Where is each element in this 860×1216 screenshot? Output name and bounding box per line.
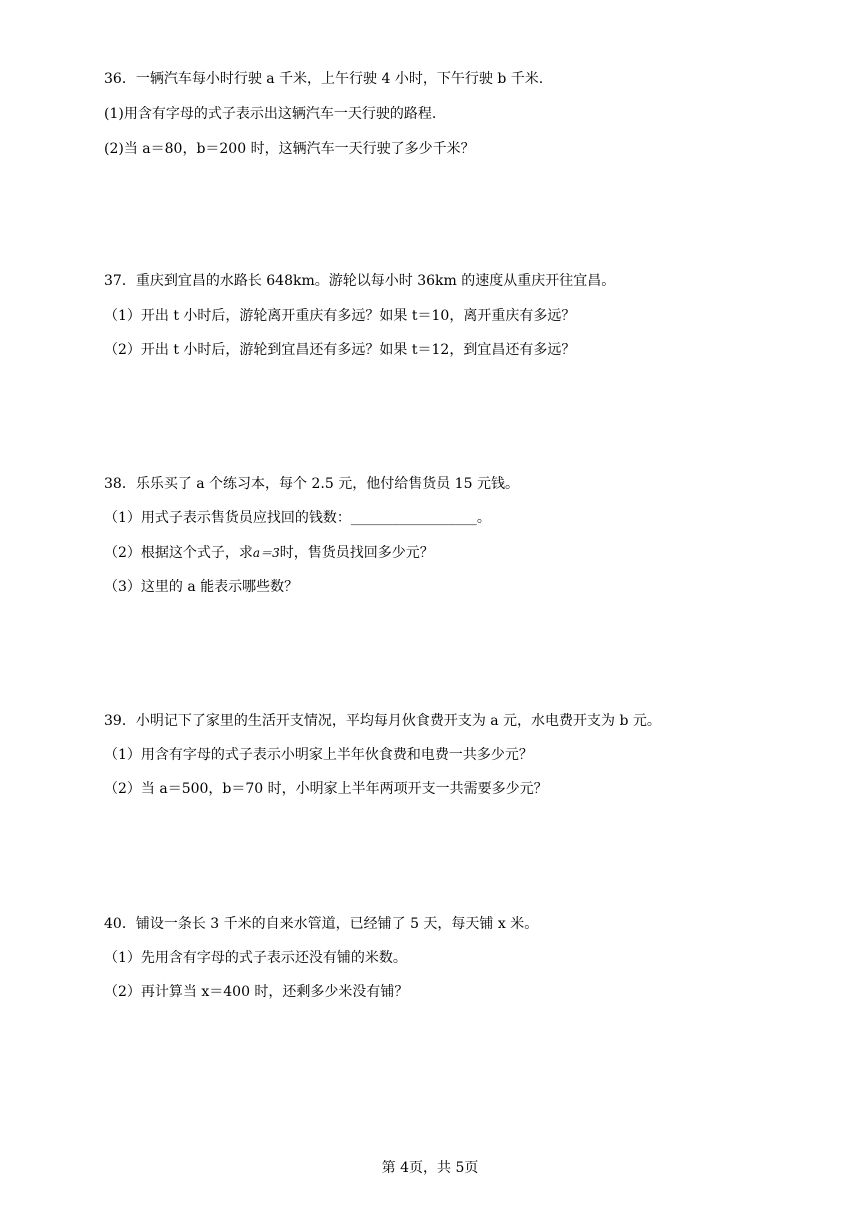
answer-blank[interactable]: __________________ [350,510,477,526]
page-footer: 第 4页，共 5页 [381,1160,479,1176]
question-36-part-2: (2)当 a＝80，b＝200 时，这辆汽车一天行驶了多少千米？ [104,141,475,157]
question-38-part-1 [104,508,491,528]
question-38-stem: 38．乐乐买了 a 个练习本，每个 2.5 元，他付给售货员 15 元钱。 [104,476,519,492]
question-36-part-1: (1)用含有字母的式子表示出这辆汽车一天行驶的路程. [104,106,437,122]
question-38-part-2-suffix: 时，售货员找回多少元？ [279,545,434,561]
question-39-part-2: （2）当 a＝500，b＝70 时，小明家上半年两项开支一共需要多少元？ [104,781,548,797]
math-expression: a＝3 [252,546,280,560]
question-39-stem: 39．小明记下了家里的生活开支情况，平均每月伙食费开支为 a 元，水电费开支为 b 元。 [104,713,661,729]
question-38-part-1-suffix: 。 [476,510,491,526]
question-38-part-1-prefix: （1）用式子表示售货员应找回的钱数： [104,510,351,526]
question-37-part-2: （2）开出 t 小时后，游轮到宜昌还有多远？如果 t＝12，到宜昌还有多远？ [104,342,576,358]
question-38-part-2-prefix: （2）根据这个式子，求 [104,545,253,561]
question-38-part-2 [104,543,434,563]
question-39-part-1: （1）用含有字母的式子表示小明家上半年伙食费和电费一共多少元？ [104,747,533,763]
question-38-part-3: （3）这里的 a 能表示哪些数？ [104,579,299,595]
question-36-stem: 36．一辆汽车每小时行驶 a 千米，上午行驶 4 小时，下午行驶 b 千米. [104,71,544,87]
question-40-part-2: （2）再计算当 x＝400 时，还剩多少米没有铺？ [104,984,409,1000]
question-37-part-1: （1）开出 t 小时后，游轮离开重庆有多远？如果 t＝10，离开重庆有多远？ [104,308,576,324]
question-40-part-1: （1）先用含有字母的式子表示还没有铺的米数。 [104,950,407,966]
question-37-stem: 37．重庆到宜昌的水路长 648km。游轮以每小时 36km 的速度从重庆开往宜昌。 [104,273,616,289]
question-40-stem: 40．铺设一条长 3 千米的自来水管道，已经铺了 5 天，每天铺 x 米。 [104,916,539,932]
